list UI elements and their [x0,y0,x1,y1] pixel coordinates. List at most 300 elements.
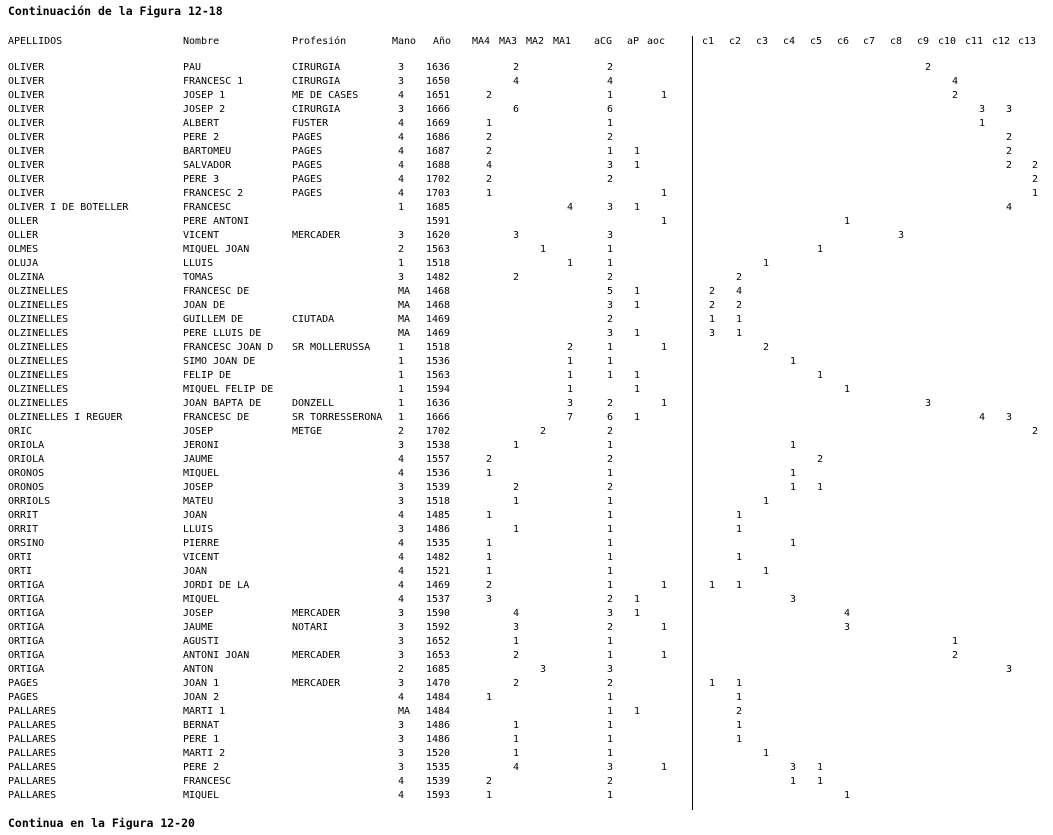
cell-ano: 1652 [426,636,451,647]
cell-ano: 1468 [426,286,451,297]
cell-c2: 4 [736,286,743,297]
cell-mano: 4 [398,776,405,787]
cell-ma3: 2 [513,678,520,689]
cell-ma3: 6 [513,104,520,115]
cell-profesion: SR MOLLERUSSA [292,342,371,353]
cell-c6: 1 [844,384,851,395]
cell-ano: 1703 [426,188,451,199]
cell-apellidos: OLIVER [8,174,45,185]
cell-c2: 1 [736,328,743,339]
cell-mano: 1 [398,398,405,409]
cell-acg: 1 [607,790,614,801]
cell-nombre: PAU [183,62,202,73]
table-row [0,789,1053,803]
cell-mano: 4 [398,188,405,199]
table-row [0,537,1053,551]
cell-ano: 1482 [426,272,451,283]
cell-c2: 1 [736,720,743,731]
column-header-c2: c2 [729,36,742,47]
cell-nombre: SALVADOR [183,160,232,171]
figure-continuation-title: Continuación de la Figura 12-18 [8,4,223,18]
column-header-nombre: Nombre [183,36,220,47]
table-row [0,313,1053,327]
cell-profesion: PAGES [292,174,323,185]
cell-acg: 1 [607,552,614,563]
cell-c2: 1 [736,510,743,521]
cell-mano: 3 [398,62,405,73]
cell-c12: 2 [1006,160,1013,171]
cell-c2: 1 [736,580,743,591]
cell-ma3: 4 [513,608,520,619]
cell-apellidos: ORTI [8,552,33,563]
cell-aoc: 1 [661,342,668,353]
cell-apellidos: OLZINELLES [8,370,69,381]
cell-nombre: ALBERT [183,118,220,129]
cell-apellidos: OLZINELLES [8,398,69,409]
table-row [0,635,1053,649]
cell-apellidos: OLZINELLES I REGUER [8,412,123,423]
cell-profesion: CIUTADA [292,314,335,325]
cell-ap: 1 [634,300,641,311]
table-row [0,89,1053,103]
cell-profesion: DONZELL [292,398,335,409]
cell-mano: 4 [398,454,405,465]
table-row [0,467,1053,481]
cell-ma3: 1 [513,440,520,451]
table-row [0,565,1053,579]
cell-profesion: ME DE CASES [292,90,359,101]
cell-acg: 2 [607,776,614,787]
cell-mano: 2 [398,426,405,437]
column-header-c4: c4 [783,36,796,47]
cell-nombre: BARTOMEU [183,146,232,157]
cell-profesion: CIRURGIA [292,104,341,115]
cell-mano: 4 [398,510,405,521]
cell-c2: 1 [736,692,743,703]
column-header-aoc: aoc [647,36,666,47]
cell-c11: 1 [979,118,986,129]
cell-nombre: MARTI 2 [183,748,226,759]
cell-acg: 1 [607,692,614,703]
table-row [0,439,1053,453]
table-row [0,425,1053,439]
cell-ma4: 1 [486,118,493,129]
cell-nombre: FRANCESC JOAN D [183,342,274,353]
cell-ano: 1535 [426,538,451,549]
cell-apellidos: OLIVER [8,104,45,115]
cell-ma1: 3 [567,398,574,409]
cell-apellidos: OLIVER [8,146,45,157]
cell-c10: 2 [952,90,959,101]
cell-ano: 1653 [426,650,451,661]
table-row [0,131,1053,145]
cell-aoc: 1 [661,398,668,409]
cell-mano: MA [398,328,411,339]
table-row [0,649,1053,663]
column-header-ma2: MA2 [526,36,545,47]
cell-c5: 1 [817,370,824,381]
table-row [0,61,1053,75]
column-header-c13: c13 [1018,36,1037,47]
cell-aoc: 1 [661,188,668,199]
table-row [0,341,1053,355]
cell-ano: 1468 [426,300,451,311]
table-row [0,579,1053,593]
cell-mano: 1 [398,412,405,423]
cell-nombre: GUILLEM DE [183,314,244,325]
column-header-profesion: Profesión [292,36,347,47]
cell-c11: 4 [979,412,986,423]
figure-continues-note: Continua en la Figura 12-20 [8,816,195,830]
cell-apellidos: OLZINA [8,272,45,283]
cell-mano: 1 [398,384,405,395]
cell-acg: 1 [607,580,614,591]
column-header-c9: c9 [917,36,930,47]
cell-c2: 2 [736,300,743,311]
cell-apellidos: ORONOS [8,468,45,479]
cell-apellidos: PALLARES [8,706,57,717]
cell-ano: 1470 [426,678,451,689]
cell-acg: 2 [607,426,614,437]
cell-ano: 1521 [426,566,451,577]
cell-acg: 2 [607,678,614,689]
cell-ano: 1592 [426,622,451,633]
cell-acg: 3 [607,300,614,311]
cell-apellidos: ORSINO [8,538,45,549]
cell-ano: 1539 [426,776,451,787]
table-row [0,243,1053,257]
table-row [0,481,1053,495]
column-header-ma3: MA3 [499,36,518,47]
cell-c3: 1 [763,748,770,759]
cell-ma4: 1 [486,538,493,549]
table-row [0,173,1053,187]
table-row [0,747,1053,761]
cell-ap: 1 [634,370,641,381]
table-row [0,355,1053,369]
cell-nombre: MIQUEL [183,468,220,479]
cell-acg: 4 [607,76,614,87]
cell-apellidos: PALLARES [8,762,57,773]
cell-nombre: MIQUEL [183,594,220,605]
cell-apellidos: OLZINELLES [8,286,69,297]
cell-profesion: FUSTER [292,118,329,129]
cell-ano: 1651 [426,90,451,101]
cell-nombre: SIMO JOAN DE [183,356,256,367]
cell-c6: 1 [844,216,851,227]
cell-acg: 2 [607,454,614,465]
cell-mano: 3 [398,678,405,689]
table-row [0,383,1053,397]
cell-mano: 3 [398,734,405,745]
cell-c5: 1 [817,776,824,787]
cell-nombre: PIERRE [183,538,220,549]
cell-c10: 1 [952,636,959,647]
cell-nombre: PERE 3 [183,174,220,185]
cell-profesion: MERCADER [292,650,341,661]
cell-c1: 3 [709,328,716,339]
cell-apellidos: ORIC [8,426,33,437]
cell-ano: 1469 [426,580,451,591]
cell-nombre: JOAN BAPTA DE [183,398,262,409]
cell-mano: 3 [398,650,405,661]
cell-ano: 1469 [426,328,451,339]
cell-nombre: PERE 2 [183,132,220,143]
cell-ma4: 2 [486,132,493,143]
cell-mano: 4 [398,552,405,563]
cell-ma1: 1 [567,384,574,395]
column-header-ano: Año [433,36,452,47]
cell-acg: 1 [607,440,614,451]
cell-ma1: 7 [567,412,574,423]
cell-profesion: PAGES [292,146,323,157]
cell-ma2: 3 [540,664,547,675]
cell-c4: 1 [790,356,797,367]
cell-c2: 1 [736,552,743,563]
cell-c3: 1 [763,566,770,577]
cell-acg: 1 [607,244,614,255]
cell-acg: 2 [607,314,614,325]
cell-ma3: 1 [513,720,520,731]
table-row [0,103,1053,117]
cell-acg: 1 [607,370,614,381]
cell-nombre: JERONI [183,440,220,451]
cell-profesion: SR TORRESSERONA [292,412,383,423]
cell-nombre: PERE 2 [183,762,220,773]
cell-nombre: MARTI 1 [183,706,226,717]
cell-ano: 1688 [426,160,451,171]
cell-mano: 4 [398,580,405,591]
cell-apellidos: ORONOS [8,482,45,493]
cell-ano: 1593 [426,790,451,801]
cell-nombre: JOAN [183,510,208,521]
cell-c6: 1 [844,790,851,801]
cell-ma3: 1 [513,734,520,745]
cell-ano: 1666 [426,412,451,423]
cell-apellidos: OLUJA [8,258,39,269]
table-row [0,117,1053,131]
cell-ma3: 1 [513,748,520,759]
table-row [0,159,1053,173]
cell-c5: 2 [817,454,824,465]
cell-c13: 2 [1032,174,1039,185]
cell-c12: 3 [1006,664,1013,675]
cell-nombre: PERE 1 [183,734,220,745]
cell-ma2: 1 [540,244,547,255]
cell-apellidos: PALLARES [8,748,57,759]
cell-acg: 2 [607,174,614,185]
cell-ma4: 1 [486,692,493,703]
cell-ano: 1557 [426,454,451,465]
cell-ano: 1518 [426,342,451,353]
cell-ano: 1666 [426,104,451,115]
cell-ma4: 1 [486,552,493,563]
cell-acg: 3 [607,664,614,675]
cell-ano: 1484 [426,692,451,703]
cell-c9: 3 [925,398,932,409]
cell-ano: 1537 [426,594,451,605]
table-row [0,369,1053,383]
cell-c12: 3 [1006,104,1013,115]
cell-apellidos: OLZINELLES [8,342,69,353]
cell-apellidos: OLIVER [8,132,45,143]
cell-c4: 1 [790,776,797,787]
cell-nombre: VICENT [183,552,220,563]
table-row [0,75,1053,89]
cell-apellidos: ORRIT [8,524,39,535]
cell-nombre: FRANCESC [183,776,232,787]
cell-ano: 1486 [426,524,451,535]
cell-ap: 1 [634,706,641,717]
cell-nombre: JOAN 1 [183,678,220,689]
cell-ano: 1518 [426,258,451,269]
cell-mano: 1 [398,258,405,269]
table-row [0,677,1053,691]
cell-c4: 1 [790,482,797,493]
cell-c1: 2 [709,286,716,297]
cell-acg: 1 [607,720,614,731]
cell-acg: 2 [607,622,614,633]
cell-apellidos: OLZINELLES [8,356,69,367]
cell-ano: 1484 [426,706,451,717]
cell-acg: 2 [607,272,614,283]
table-row [0,257,1053,271]
cell-acg: 3 [607,230,614,241]
cell-mano: 4 [398,118,405,129]
column-header-ap: aP [627,36,640,47]
cell-acg: 5 [607,286,614,297]
cell-ma3: 3 [513,230,520,241]
cell-ma3: 3 [513,622,520,633]
cell-acg: 2 [607,62,614,73]
cell-c2: 2 [736,272,743,283]
cell-ap: 1 [634,412,641,423]
table-row [0,145,1053,159]
cell-c1: 1 [709,314,716,325]
cell-mano: MA [398,314,411,325]
cell-mano: 4 [398,566,405,577]
cell-apellidos: OLZINELLES [8,328,69,339]
cell-apellidos: PAGES [8,692,39,703]
cell-ma4: 2 [486,580,493,591]
table-row [0,719,1053,733]
cell-acg: 1 [607,468,614,479]
cell-apellidos: ORTIGA [8,608,45,619]
table-row [0,271,1053,285]
cell-mano: 3 [398,720,405,731]
cell-ma3: 1 [513,496,520,507]
cell-c12: 2 [1006,132,1013,143]
cell-nombre: PERE ANTONI [183,216,250,227]
cell-ano: 1686 [426,132,451,143]
table-row [0,229,1053,243]
cell-ano: 1520 [426,748,451,759]
cell-ano: 1536 [426,356,451,367]
cell-ano: 1486 [426,734,451,745]
cell-c1: 2 [709,300,716,311]
cell-c1: 1 [709,580,716,591]
cell-mano: 3 [398,440,405,451]
cell-acg: 6 [607,412,614,423]
cell-ma3: 4 [513,76,520,87]
column-header-acg: aCG [594,36,613,47]
cell-ano: 1539 [426,482,451,493]
cell-c3: 2 [763,342,770,353]
cell-acg: 6 [607,104,614,115]
cell-apellidos: ORRIT [8,510,39,521]
cell-ap: 1 [634,384,641,395]
cell-acg: 1 [607,538,614,549]
cell-profesion: PAGES [292,160,323,171]
cell-mano: 4 [398,90,405,101]
cell-apellidos: PAGES [8,678,39,689]
cell-nombre: ANTONI JOAN [183,650,250,661]
cell-ano: 1620 [426,230,451,241]
cell-aoc: 1 [661,762,668,773]
cell-mano: 3 [398,230,405,241]
cell-apellidos: PALLARES [8,734,57,745]
cell-c8: 3 [898,230,905,241]
cell-acg: 3 [607,762,614,773]
cell-apellidos: PALLARES [8,720,57,731]
cell-nombre: FRANCESC DE [183,412,250,423]
cell-ap: 1 [634,160,641,171]
cell-mano: 4 [398,594,405,605]
cell-mano: 4 [398,538,405,549]
cell-nombre: MIQUEL JOAN [183,244,250,255]
cell-nombre: JOSEP [183,608,214,619]
cell-nombre: PERE LLUIS DE [183,328,262,339]
cell-c4: 3 [790,594,797,605]
cell-mano: 2 [398,244,405,255]
cell-mano: 3 [398,496,405,507]
cell-nombre: JOSEP 2 [183,104,226,115]
cell-c12: 3 [1006,412,1013,423]
cell-nombre: VICENT [183,230,220,241]
cell-ano: 1687 [426,146,451,157]
cell-acg: 1 [607,258,614,269]
cell-ma3: 4 [513,762,520,773]
table-row [0,201,1053,215]
table-row [0,495,1053,509]
cell-ma4: 1 [486,566,493,577]
cell-mano: 4 [398,132,405,143]
cell-nombre: MIQUEL [183,790,220,801]
cell-apellidos: ORTIGA [8,650,45,661]
cell-mano: 4 [398,160,405,171]
cell-c5: 1 [817,482,824,493]
cell-acg: 1 [607,146,614,157]
cell-mano: 3 [398,762,405,773]
column-header-c12: c12 [992,36,1011,47]
cell-ano: 1486 [426,720,451,731]
cell-apellidos: ORIOLA [8,454,45,465]
cell-acg: 1 [607,566,614,577]
cell-mano: 3 [398,272,405,283]
cell-aoc: 1 [661,622,668,633]
cell-nombre: JORDI DE LA [183,580,250,591]
cell-mano: 3 [398,748,405,759]
cell-ap: 1 [634,286,641,297]
cell-c3: 1 [763,496,770,507]
cell-mano: MA [398,286,411,297]
cell-acg: 2 [607,132,614,143]
cell-acg: 3 [607,328,614,339]
cell-c4: 1 [790,440,797,451]
cell-ano: 1518 [426,496,451,507]
cell-apellidos: OLIVER I DE BOTELLER [8,202,129,213]
cell-nombre: BERNAT [183,720,220,731]
